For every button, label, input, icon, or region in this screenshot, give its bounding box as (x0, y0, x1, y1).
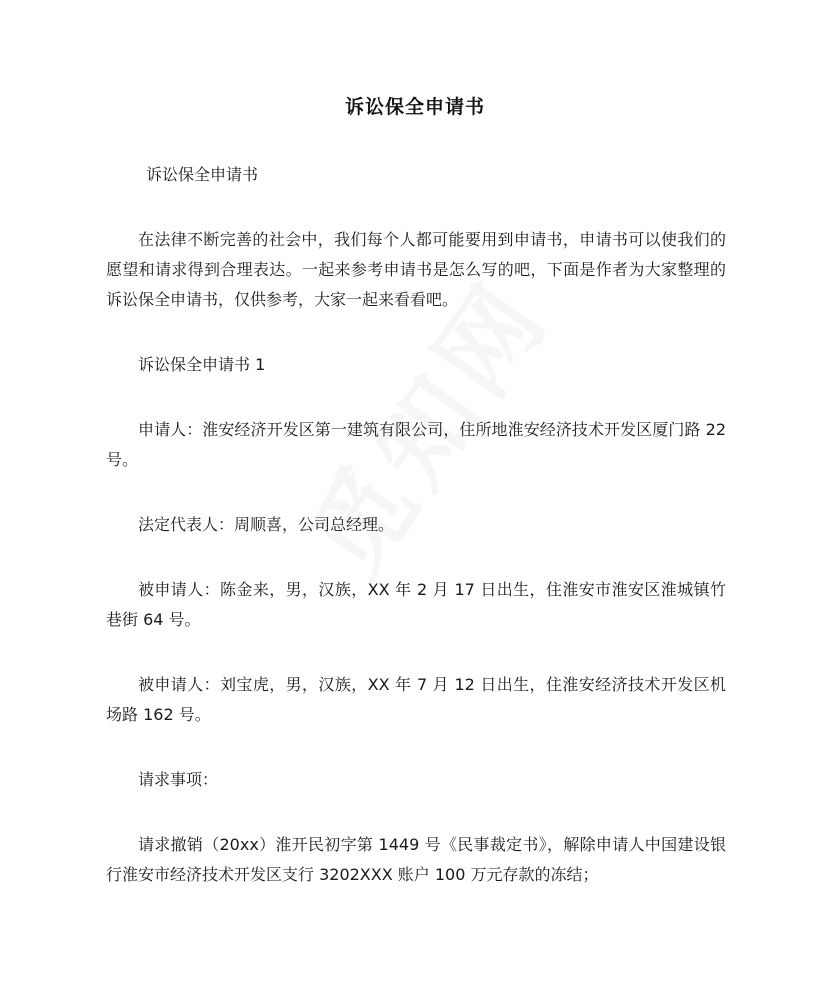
respondent-2-paragraph: 被申请人：刘宝虎，男，汉族，XX 年 7 月 12 日出生，住淮安经济技术开发区机场路 162 号。 (106, 675, 726, 724)
request-heading: 请求事项： (138, 770, 219, 789)
legal-rep-paragraph: 法定代表人：周顺喜，公司总经理。 (138, 515, 395, 534)
document-title: 诉讼保全申请书 (344, 96, 485, 118)
respondent-1-paragraph: 被申请人：陈金来，男，汉族，XX 年 2 月 17 日出生，住淮安市淮安区淮城镇竹巷街 64 号。 (106, 580, 726, 629)
intro-paragraph: 在法律不断完善的社会中，我们每个人都可能要用到申请书，申请书可以使我们的愿望和请求得到合理表达。一起来参考申请书是怎么写的吧，下面是作者为大家整理的诉讼保全申请书，仅供参考，大家一起来看看吧。 (106, 230, 726, 309)
document-body (106, 160, 726, 925)
applicant-paragraph: 申请人：淮安经济开发区第一建筑有限公司，住所地淮安经济技术开发区厦门路 22号。 (106, 420, 726, 469)
request-paragraph: 请求撤销（20xx）淮开民初字第 1449 号《民事裁定书》，解除申请人中国建设银行淮安市经济技术开发区支行 3202XXX 账户 100 万元存款的冻结； (106, 835, 726, 884)
subtitle-paragraph: 诉讼保全申请书 (146, 165, 259, 184)
section-heading: 诉讼保全申请书 1 (138, 355, 266, 374)
